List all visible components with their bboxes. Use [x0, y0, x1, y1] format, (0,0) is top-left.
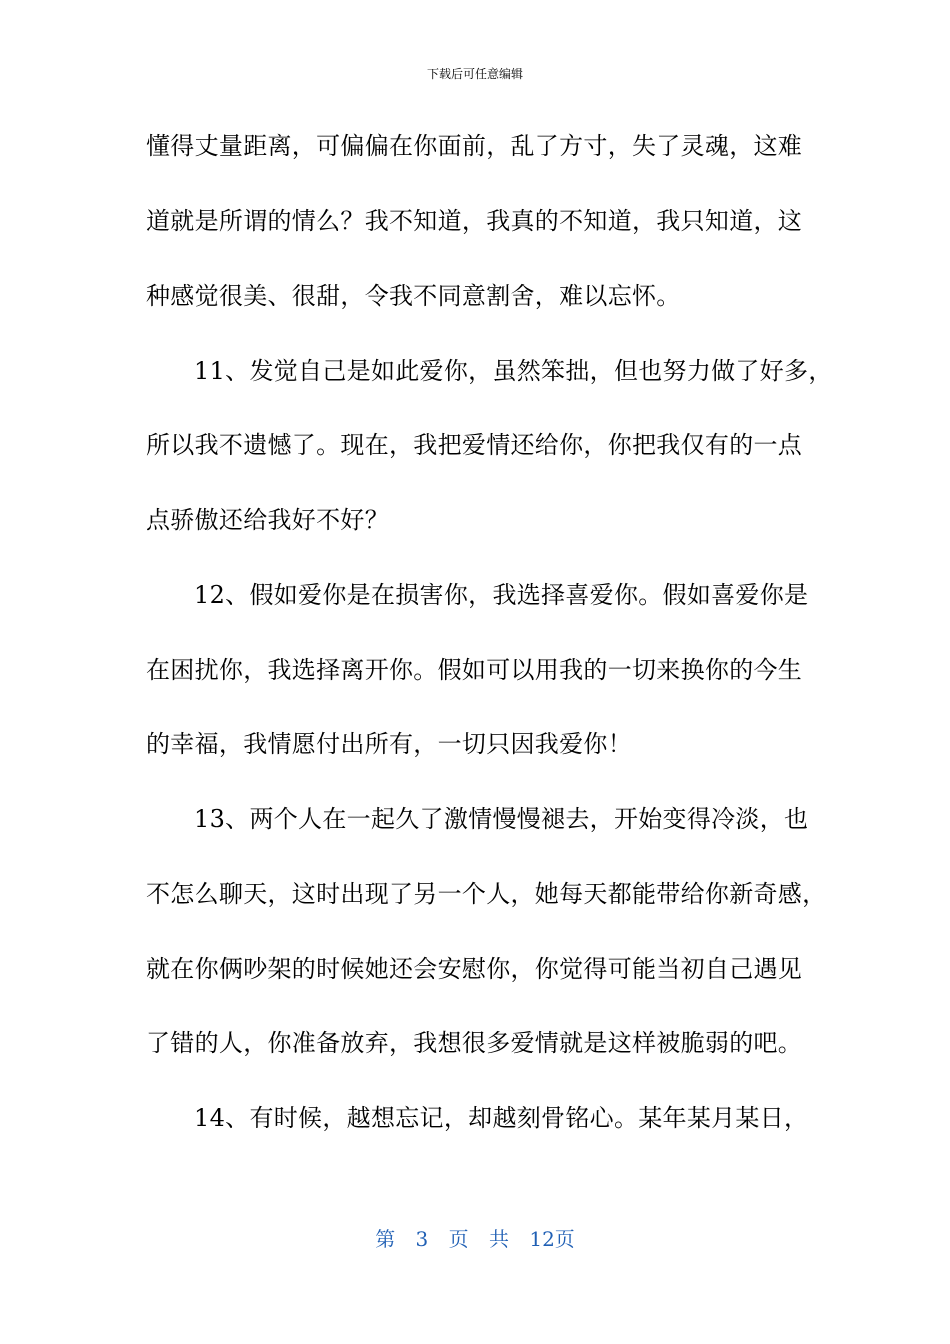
text-line: 的幸福，我情愿付出所有，一切只因我爱你！ [146, 730, 632, 758]
text-line: 就在你俩吵架的时候她还会安慰你，你觉得可能当初自己遇见 [146, 955, 803, 983]
text-line: 13、两个人在一起久了激情慢慢褪去，开始变得冷淡，也 [194, 805, 809, 833]
text-line: 点骄傲还给我好不好？ [146, 506, 389, 534]
footer-total-pages: 12页 [529, 1227, 575, 1251]
text-line: 种感觉很美、很甜，令我不同意割舍，难以忘怀。 [146, 282, 681, 310]
text-line: 12、假如爱你是在损害你，我选择喜爱你。假如喜爱你是 [194, 581, 809, 609]
text-line: 道就是所谓的情么？我不知道，我真的不知道，我只知道，这 [146, 207, 803, 235]
text-line: 不怎么聊天，这时出现了另一个人，她每天都能带给你新奇感， [146, 880, 827, 908]
text-line: 所以我不遗憾了。现在，我把爱情还给你，你把我仅有的一点 [146, 431, 803, 459]
footer-current-page: 3 [415, 1227, 429, 1251]
footer-label-page-unit: 页 [448, 1227, 469, 1251]
text-line: 在困扰你，我选择离开你。假如可以用我的一切来换你的今生 [146, 656, 803, 684]
text-line: 14、有时候，越想忘记，却越刻骨铭心。某年某月某日， [194, 1104, 809, 1132]
text-line: 了错的人，你准备放弃，我想很多爱情就是这样被脆弱的吧。 [146, 1029, 803, 1057]
footer-label-page: 第 [375, 1227, 396, 1251]
footer-label-total: 共 [489, 1227, 509, 1251]
text-line: 11、发觉自己是如此爱你，虽然笨拙，但也努力做了好多， [194, 357, 833, 385]
text-line: 懂得丈量距离，可偏偏在你面前，乱了方寸，失了灵魂，这难 [146, 132, 803, 160]
page-number-footer [0, 1226, 950, 1252]
page-header-note: 下载后可任意编辑 [426, 67, 523, 81]
